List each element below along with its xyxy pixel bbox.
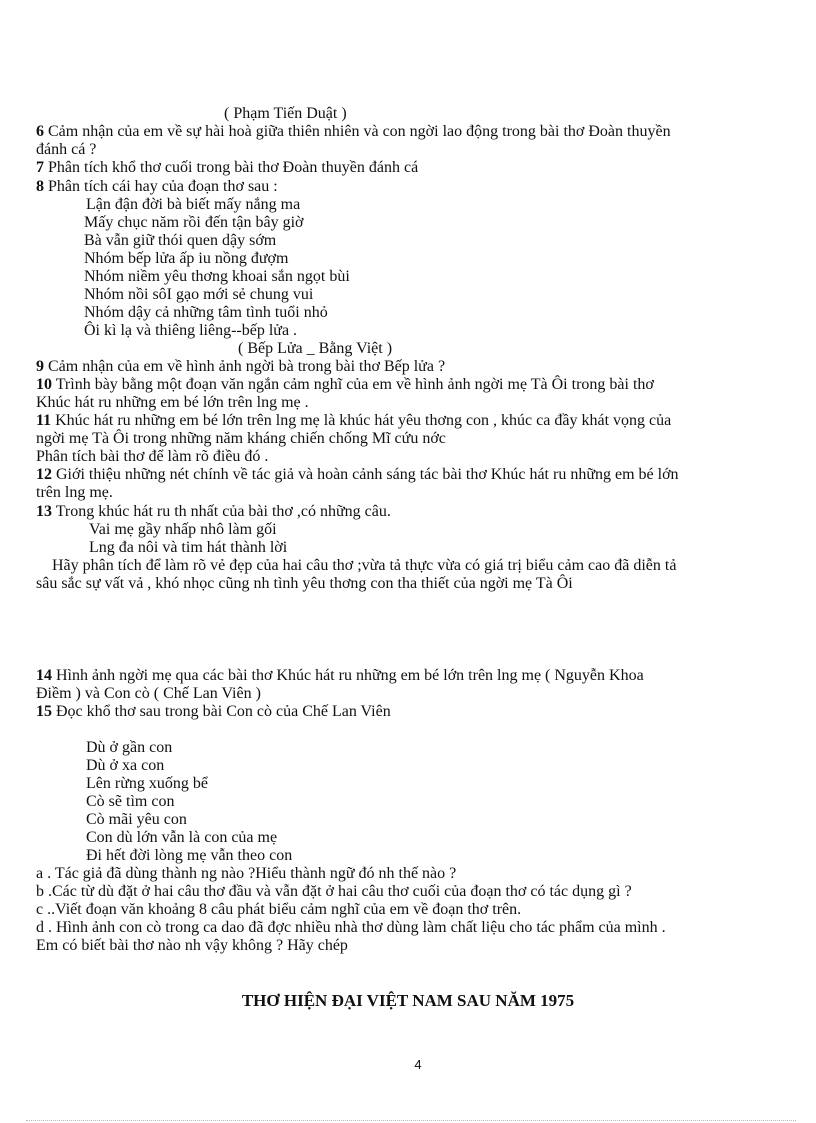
line-text: ngời mẹ Tà Ôi trong những năm kháng chiến chống Mĩ cứu nớc [36, 430, 446, 447]
question-line [36, 703, 391, 721]
line-text: Hình ảnh ngời mẹ qua các bài thơ Khúc hát ru những em bé lớn trên lng mẹ ( Nguyễn Khoa [52, 667, 644, 684]
text-line [36, 448, 268, 466]
question-number: 9 [36, 358, 44, 375]
text-line [84, 232, 276, 250]
line-text: Vai mẹ gầy nhấp nhô làm gối [89, 521, 277, 538]
text-line [84, 268, 350, 286]
text-line [86, 196, 300, 214]
question-line [36, 123, 671, 141]
question-number: 7 [36, 159, 44, 176]
line-text: b .Các từ dù đặt ở hai câu thơ đầu và vẫn đặt ở hai câu thơ cuối của đoạn thơ có tác dụng gì ? [36, 883, 632, 900]
line-text: Nhóm nồi sôI gạo mới sẻ chung vui [84, 286, 314, 303]
line-text: Phân tích cái hay của đoạn thơ sau : [44, 178, 278, 195]
line-text: Phân tích bài thơ để làm rõ điều đó . [36, 448, 269, 465]
line-text: Đọc khổ thơ sau trong bài Con cò của Chế Lan Viên [52, 703, 391, 720]
line-text: ( Phạm Tiến Duật ) [224, 105, 347, 122]
line-text: Nhóm niềm yêu thơng khoai sắn ngọt bùi [84, 268, 350, 285]
text-line [36, 430, 446, 448]
question-line [36, 178, 278, 196]
text-line [84, 214, 304, 232]
text-line [52, 557, 676, 575]
text-line [86, 811, 187, 829]
line-text: Dù ở xa con [86, 757, 165, 774]
line-text: Con dù lớn vẫn là con của mẹ [86, 829, 278, 846]
question-number: 8 [36, 178, 44, 195]
line-text: Cảm nhận của em về sự hài hoà giữa thiên nhiên và con ngời lao động trong bài thơ Đoàn thuyền [44, 123, 671, 140]
line-text: Lng đa nôi và tim hát thành lời [89, 539, 288, 556]
text-line [36, 865, 456, 883]
text-line [86, 739, 172, 757]
line-text: Hãy phân tích để làm rõ vẻ đẹp của hai câu thơ ;vừa tả thực vừa có giá trị biểu cảm cao đã diễn tả [52, 557, 677, 574]
text-line [238, 340, 392, 358]
text-line [36, 685, 261, 703]
line-text: Bà vẫn giữ thói quen dậy sớm [84, 232, 277, 249]
line-text: trên lng mẹ. [36, 484, 113, 501]
line-text: sâu sắc sự vất vả , khó nhọc cũng nh tình yêu thơng con tha thiết của ngời mẹ Tà Ôi [36, 575, 573, 592]
text-line [89, 521, 277, 539]
line-text: Cò sẽ tìm con [86, 793, 175, 810]
line-text: Điềm ) và Con cò ( Chế Lan Viên ) [36, 685, 261, 702]
text-line [86, 847, 292, 865]
section-title: THƠ HIỆN ĐẠI VIỆT NAM SAU NĂM 1975 [241, 991, 575, 1010]
text-line [84, 286, 313, 304]
text-line [36, 575, 573, 593]
text-line [36, 937, 348, 955]
question-line [36, 159, 418, 177]
line-text: Nhóm bếp lửa ấp iu nồng đượm [84, 250, 289, 267]
text-line [84, 322, 297, 340]
page-number: 4 [414, 1057, 422, 1072]
question-line [36, 667, 644, 685]
line-text: Dù ở gần con [86, 739, 173, 756]
line-text: Ôi kì lạ và thiêng liêng--bếp lửa . [84, 322, 298, 339]
question-line [36, 466, 679, 484]
question-number: 10 [36, 376, 52, 393]
text-line [86, 793, 174, 811]
line-text: Giới thiệu những nét chính về tác giả và hoàn cảnh sáng tác bài thơ Khúc hát ru những em bé lớn [52, 466, 679, 483]
line-text: Nhóm dậy cả những tâm tình tuổi nhỏ [84, 304, 328, 321]
text-line [89, 539, 287, 557]
text-line [224, 105, 347, 123]
text-line [36, 141, 96, 159]
text-line [84, 250, 288, 268]
question-number: 12 [36, 466, 52, 483]
text-line [86, 757, 164, 775]
text-line [86, 775, 208, 793]
line-text: ( Bếp Lửa _ Bằng Việt ) [238, 340, 393, 357]
line-text: Phân tích khổ thơ cuối trong bài thơ Đoàn thuyền đánh cá [44, 159, 419, 176]
line-text: Cò mãi yêu con [86, 811, 187, 828]
line-text: c ..Viết đoạn văn khoảng 8 câu phát biểu cảm nghĩ của em về đoạn thơ trên. [36, 901, 522, 918]
line-text: Khúc hát ru những em bé lớn trên lng mẹ là khúc hát yêu thơng con , khúc ca đầy khát vọng của [51, 412, 672, 429]
line-text: Đi hết đời lòng mẹ vẫn theo con [86, 847, 293, 864]
question-line [36, 376, 654, 394]
line-text: Khúc hát ru những em bé lớn trên lng mẹ . [36, 394, 309, 411]
text-line [36, 394, 309, 412]
line-text: Trong khúc hát ru th nhất của bài thơ ,có những câu. [52, 503, 391, 520]
question-number: 11 [36, 412, 52, 429]
line-text: Cảm nhận của em về hình ảnh ngời bà trong bài thơ Bếp lửa ? [44, 358, 446, 375]
question-line [36, 358, 445, 376]
line-text: đánh cá ? [36, 141, 97, 158]
text-line [36, 919, 666, 937]
question-number: 14 [36, 667, 52, 684]
line-text: Lên rừng xuống bể [86, 775, 208, 792]
text-line [36, 901, 521, 919]
line-text: Lận đận đời bà biết mấy nắng ma [86, 196, 301, 213]
line-text: a . Tác giả đã dùng thành ng nào ?Hiểu thành ngữ đó nh thế nào ? [36, 865, 457, 882]
line-text: Mấy chục năm rồi đến tận bây giờ [84, 214, 304, 231]
line-text: d . Hình ảnh con cò trong ca dao đã đợc nhiều nhà thơ dùng làm chất liệu cho tác phẩm của mình . [36, 919, 666, 936]
question-line [36, 503, 391, 521]
question-number: 13 [36, 503, 52, 520]
text-line [86, 829, 277, 847]
question-number: 15 [36, 703, 52, 720]
page-bottom-divider [26, 1120, 796, 1121]
line-text: Trình bày bằng một đoạn văn ngắn cảm nghĩ của em về hình ảnh ngời mẹ Tà Ôi trong bài thơ [52, 376, 654, 393]
text-line [36, 484, 113, 502]
text-line [84, 304, 328, 322]
line-text: Em có biết bài thơ nào nh vậy không ? Hãy chép [36, 937, 348, 954]
question-number: 6 [36, 123, 44, 140]
text-line [36, 883, 632, 901]
question-line [36, 412, 671, 430]
